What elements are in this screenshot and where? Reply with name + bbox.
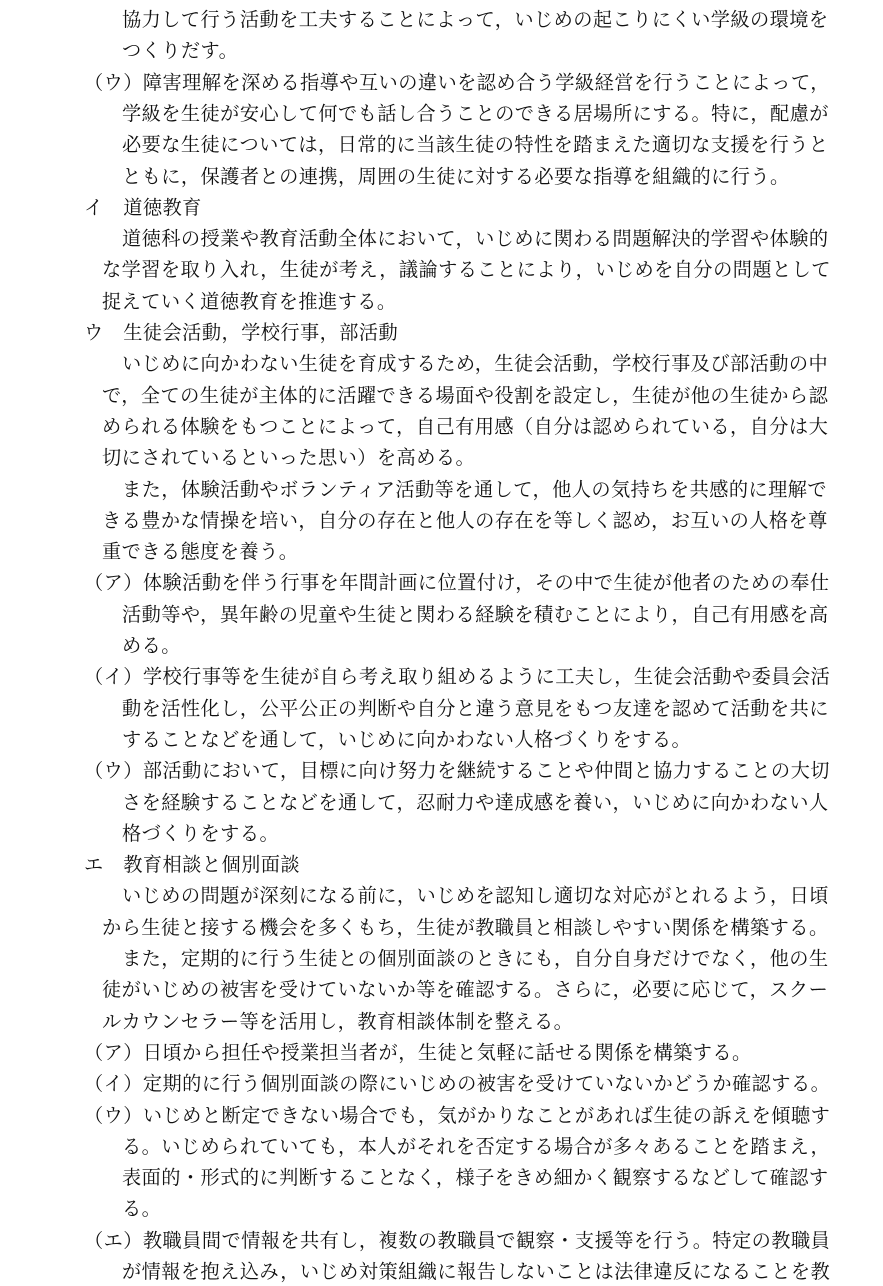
text-line: することなどを通して，いじめに向かわない人格づくりをする。 <box>122 727 692 751</box>
text-line: また，体験活動やボランティア活動等を通して，他人の気持ちを共感的に理解で <box>122 477 828 501</box>
text-line: 重できる態度を養う。 <box>102 540 299 564</box>
text-line: 道徳科の授業や教育活動全体において，いじめに関わる問題解決的学習や体験的 <box>122 227 829 251</box>
text-line: 切にされているといった思い）を高める。 <box>102 446 476 470</box>
text-line: 学級を生徒が安心して何でも話し合うことのできる居場所にする。特に，配慮が <box>122 101 829 125</box>
text-line: な学習を取り入れ，生徒が考え，議論することにより，いじめを自分の問題として <box>102 258 831 282</box>
text-line: が情報を抱え込み，いじめ対策組織に報告しないことは法律違反になることを教 <box>122 1260 831 1283</box>
section-heading: ウ 生徒会活動，学校行事，部活動 <box>84 321 399 344</box>
text-line: いじめの問題が深刻になる前に，いじめを認知し適切な対応がとれるよう，日頃 <box>122 884 829 908</box>
list-item-heading: （ア）体験活動を伴う行事を年間計画に位置付け，その中で生徒が他者のための奉仕 <box>84 571 830 595</box>
text-line: 格づくりをする。 <box>122 821 280 845</box>
list-item-heading: （ウ）障害理解を深める指導や互いの違いを認め合う学級経営を行うことによって， <box>84 70 830 94</box>
list-item-heading: （イ）定期的に行う個別面談の際にいじめの被害を受けていないかどうか確認する。 <box>84 1072 831 1096</box>
text-line: つくりだす。 <box>122 39 239 63</box>
list-item-heading: （イ）学校行事等を生徒が自ら考え取り組めるように工夫し，生徒会活動や委員会活 <box>84 665 831 689</box>
text-line: また，定期的に行う生徒との個別面談のときにも，自分自身だけでなく，他の生 <box>122 947 829 970</box>
text-line: められる体験をもつことによって，自己有用感（自分は認められている，自分は大 <box>102 414 829 438</box>
text-line: 捉えていく道徳教育を推進する。 <box>102 289 397 313</box>
text-line: さを経験することなどを通して，忍耐力や達成感を養い，いじめに向かわない人 <box>122 790 829 814</box>
list-item-heading: （エ）教職員間で情報を共有し，複数の教職員で観察・支援等を行う。特定の教職員 <box>84 1228 831 1252</box>
text-line: から生徒と接する機会を多くもち，生徒が教職員と相談しやすい関係を構築する。 <box>102 915 829 939</box>
text-line: 必要な生徒については，日常的に当該生徒の特性を踏まえた適切な支援を行うと <box>122 133 829 157</box>
text-line: る。いじめられていても，本人がそれを否定する場合が多々あることを踏まえ， <box>122 1134 831 1158</box>
text-line: ともに，保護者との連携，周囲の生徒に対する必要な指導を組織的に行う。 <box>122 164 790 188</box>
list-item-heading: （ウ）いじめと断定できない場合でも，気がかりなことがあれば生徒の訴えを傾聴す <box>84 1103 831 1127</box>
text-line: で，全ての生徒が主体的に活躍できる場面や役割を設定し，生徒が他の生徒から認 <box>102 383 829 407</box>
text-line: 表面的・形式的に判断することなく，様子をきめ細かく観察するなどして確認す <box>122 1166 829 1190</box>
text-line: 徒がいじめの被害を受けていないか等を確認する。さらに，必要に応じて，スクー <box>102 978 829 1002</box>
text-line: める。 <box>122 634 181 657</box>
list-item-heading: （ウ）部活動において，目標に向け努力を継続することや仲間と協力することの大切 <box>84 759 830 783</box>
list-item-heading: （ア）日頃から担任や授業担当者が，生徒と気軽に話せる関係を構築する。 <box>84 1040 752 1064</box>
section-heading: エ 教育相談と個別面談 <box>84 853 301 877</box>
section-heading: イ 道徳教育 <box>84 195 202 219</box>
text-line: 活動等や，異年齢の児童や生徒と関わる経験を積むことにより，自己有用感を高 <box>122 602 829 626</box>
text-line: 協力して行う活動を工夫することによって，いじめの起こりにくい学級の環境を <box>122 8 829 31</box>
text-line: いじめに向かわない生徒を育成するため，生徒会活動，学校行事及び部活動の中 <box>122 352 829 376</box>
text-line: る。 <box>122 1197 162 1221</box>
text-line: きる豊かな情操を培い，自分の存在と他人の存在を等しく認め，お互いの人格を尊 <box>102 508 828 532</box>
text-line: 動を活性化し，公平公正の判断や自分と違う意見をもつ友達を認めて活動を共に <box>122 696 829 720</box>
text-line: ルカウンセラー等を活用し，教育相談体制を整える。 <box>102 1009 574 1033</box>
